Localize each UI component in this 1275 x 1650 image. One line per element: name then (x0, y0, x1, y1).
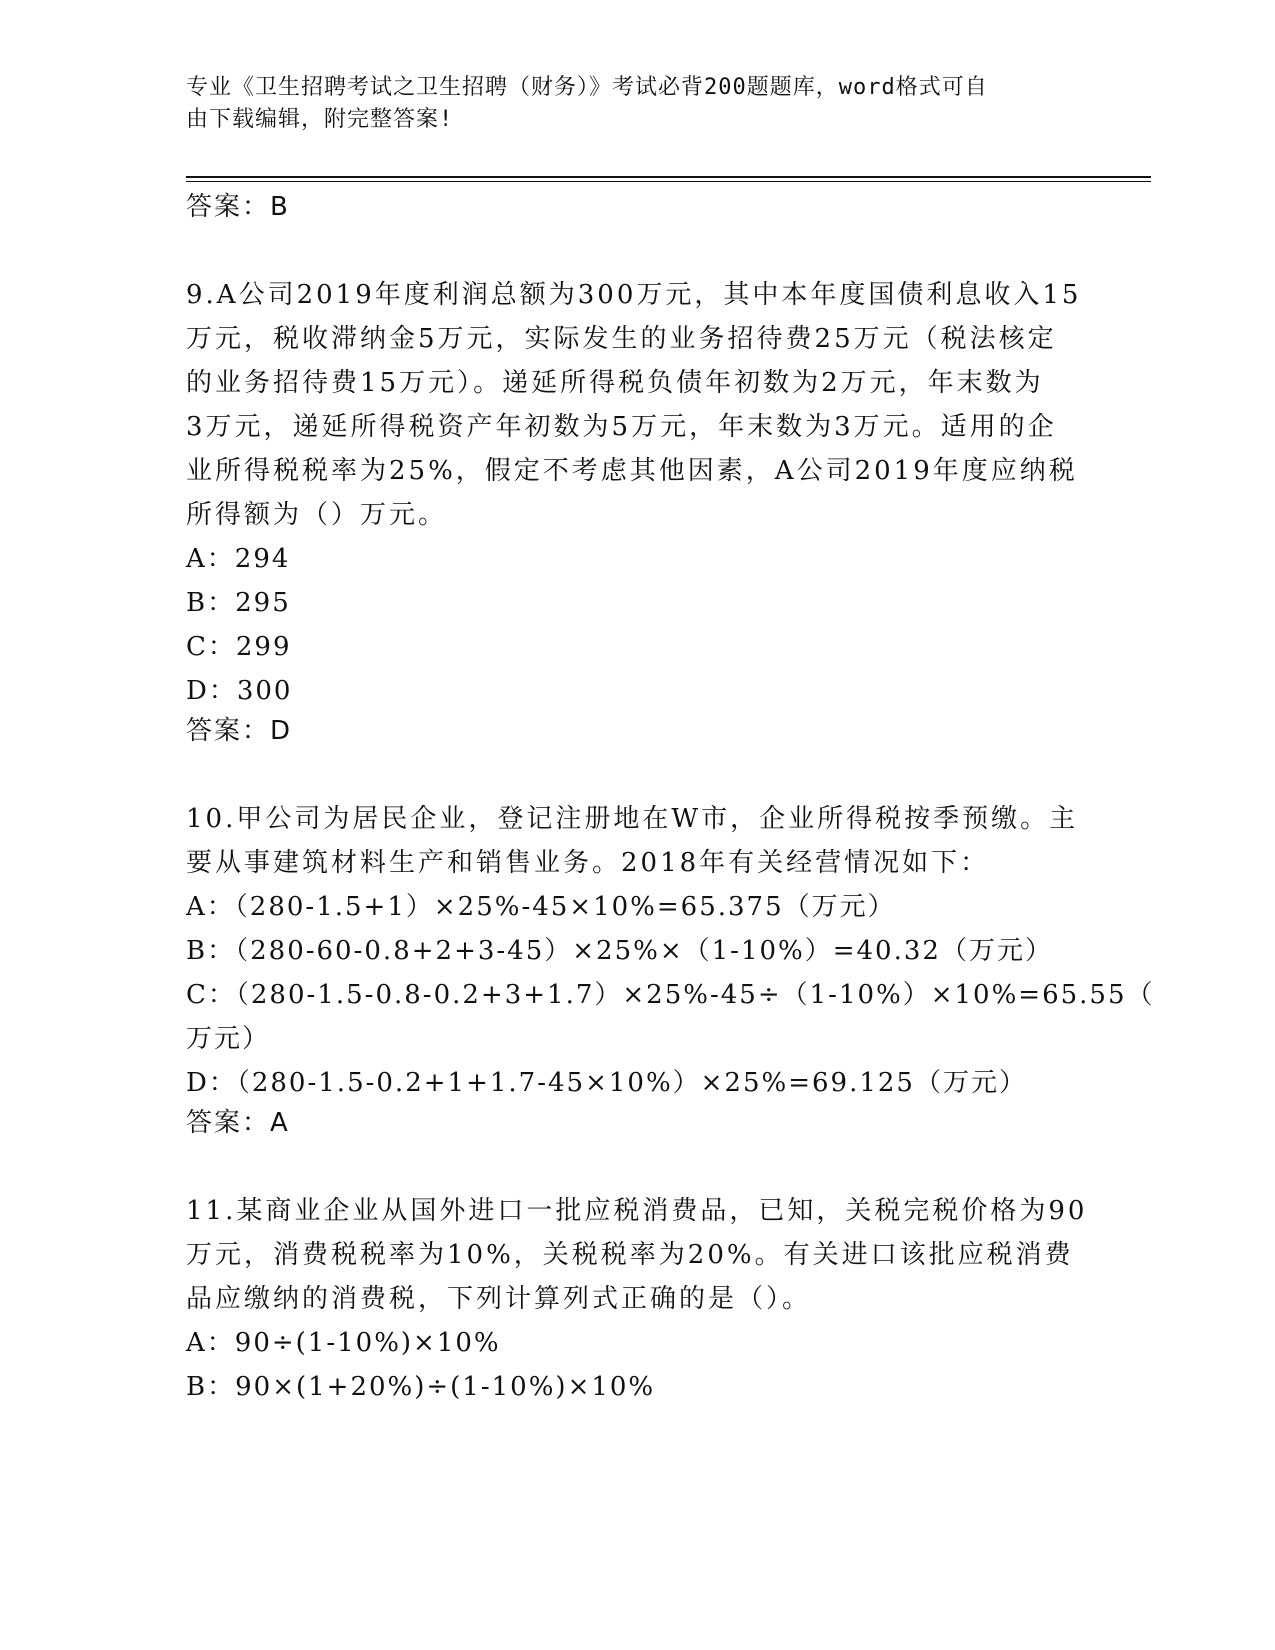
header-line-1: 专业《卫生招聘考试之卫生招聘（财务）》考试必背200题题库，word格式可自 (186, 75, 988, 100)
question-line: 业所得税税率为25%，假定不考虑其他因素，A公司2019年度应纳税 (186, 456, 1078, 486)
question-line: 3万元，递延所得税资产年初数为5万元，年末数为3万元。适用的企 (186, 412, 1057, 442)
question-line: 9.A公司2019年度利润总额为300万元，其中本年度国债利息收入15 (186, 280, 1082, 310)
question-line: 万元，税收滞纳金5万元，实际发生的业务招待费25万元（税法核定 (186, 324, 1057, 354)
question-line: 11.某商业企业从国外进口一批应税消费品，已知，关税完税价格为90 (186, 1196, 1088, 1226)
option-a: A：（280-1.5+1）×25%-45×10%=65.375（万元） (186, 892, 896, 922)
option-b: B：90×(1+20%)÷(1-10%)×10% (186, 1372, 656, 1402)
header-divider (186, 176, 1151, 182)
option-a: A：294 (186, 544, 291, 574)
answer-q10: 答案：A (186, 1108, 290, 1138)
option-a: A：90÷(1-10%)×10% (186, 1328, 501, 1358)
question-line: 万元，消费税税率为10%，关税税率为20%。有关进口该批应税消费 (186, 1240, 1074, 1270)
answer-q9: 答案：D (186, 716, 293, 746)
option-c: C：（280-1.5-0.8-0.2+3+1.7）×25%-45÷（1-10%）×10%=65.55（ (186, 980, 1155, 1010)
document-header (186, 72, 1066, 136)
question-line: 品应缴纳的消费税，下列计算列式正确的是（）。 (186, 1284, 812, 1314)
option-c: C：299 (186, 632, 292, 662)
question-line: 10.甲公司为居民企业，登记注册地在W市，企业所得税按季预缴。主 (186, 804, 1079, 834)
question-line: 的业务招待费15万元）。递延所得税负债年初数为2万元，年末数为 (186, 368, 1044, 398)
question-line: 要从事建筑材料生产和销售业务。2018年有关经营情况如下： (186, 848, 990, 878)
answer-q8: 答案：B (186, 192, 290, 222)
header-line-2: 由下载编辑，附完整答案! (186, 107, 454, 132)
option-c-continued: 万元） (186, 1024, 271, 1054)
question-line: 所得额为（）万元。 (186, 500, 448, 530)
option-d: D：300 (186, 676, 293, 706)
option-b: B：295 (186, 588, 291, 618)
option-d: D：（280-1.5-0.2+1+1.7-45×10%）×25%=69.125（万元） (186, 1068, 1027, 1098)
option-b: B：（280-60-0.8+2+3-45）×25%×（1-10%）=40.32（万元） (186, 936, 1053, 966)
